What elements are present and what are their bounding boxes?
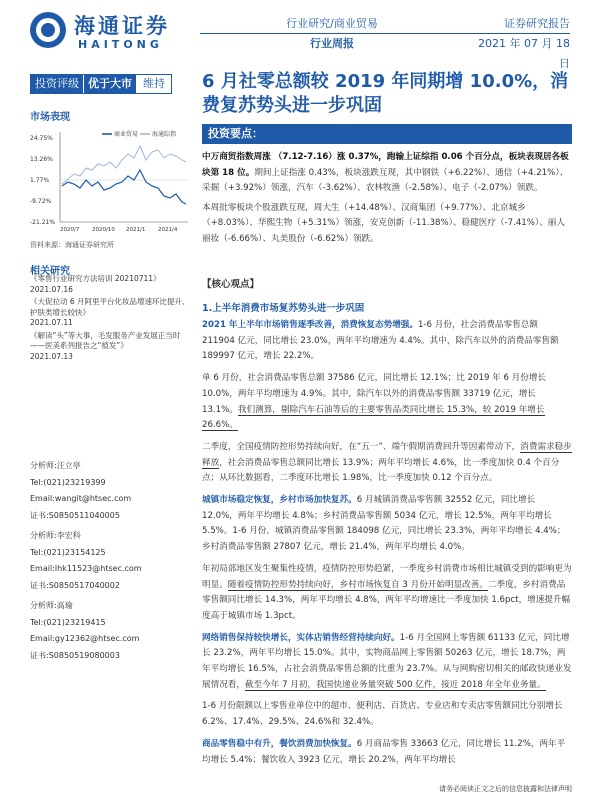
rating-trend: 维持 bbox=[137, 75, 171, 93]
y-left-tick-3: -9.72% bbox=[30, 198, 52, 205]
market-section-title: 市场表现 bbox=[30, 112, 70, 123]
report-date: 2021 年 07 月 18 日 bbox=[478, 37, 570, 70]
legend-label-sector: 商业贸易 bbox=[114, 131, 139, 138]
paragraph-text: 6 月城镇消费品零售额 32552 亿元，同比增长 12.0%，两年平均增长 4.8%；乡村消费品零售额 5034 亿元，增长 12.5%，两年平均增长 5.5%。1-6 月份，城镇消费品零售额 184098 亿元，同比增长 23.3%，两年平均增长 4.4%；乡村消费品零售额 27807 亿元，增长 21.4%，两年平均增长 4.0%。 bbox=[202, 495, 566, 553]
market-chart-svg bbox=[30, 124, 192, 234]
haitong-logo bbox=[30, 10, 180, 54]
analyst-cert: 证书:S0850511040005 bbox=[30, 510, 120, 520]
related-item-title: 《零售行业研究方法培训 20210711》 bbox=[30, 274, 161, 283]
analyst-cert: 证书:S0850519080003 bbox=[30, 650, 120, 660]
body-paragraph bbox=[202, 493, 572, 556]
paragraph-lead: 城镇市场稳定恢复，乡村市场加快复苏。 bbox=[202, 495, 357, 506]
analyst-email[interactable]: Email:wangit@htsec.com bbox=[30, 494, 132, 503]
investment-rating bbox=[30, 74, 172, 94]
paragraph-text: 1-6 月份，社会消费品零售总额 211904 亿元，同比增长 23.0%，两年平均增速为 4.4%。其中，除汽车以外的消费品零售额 189997 亿元，增长 22.2%。 bbox=[202, 320, 559, 362]
logo-english-name: HAITONG bbox=[78, 38, 163, 51]
report-type: 行业周报 bbox=[310, 37, 354, 50]
paragraph-text: 二季度，全国疫情防控形势持续向好，在“五一”、端午假期消费回升等因素带动下， bbox=[202, 441, 521, 452]
report-label: 证券研究报告 bbox=[504, 17, 570, 30]
paragraph-text: ，社会消费品零售总额同比增长 13.9%；两年平均增长 4.6%，比一季度加快 0.4 个百分点；从环比数据看，二季度环比增长 1.98%，比一季度加快 0.12 个百分点。 bbox=[202, 457, 560, 484]
logo-chinese-name: 海通证券 bbox=[74, 13, 170, 38]
body-paragraph bbox=[202, 737, 572, 768]
y-left-tick-4: -21.21% bbox=[30, 219, 56, 226]
body-paragraph bbox=[202, 562, 572, 625]
key-points-header: 投资要点： bbox=[202, 124, 572, 144]
legend-label-index: 海通综指 bbox=[152, 131, 177, 138]
paragraph-text: 1-6 月全国网上零售额 61133 亿元，同比增长 23.2%，两年平均增长 15.0%。其中，实物商品网上零售额 50263 亿元，增长 18.7%，两年平均增长 16.5%，占社会消费品零售总额的比重为 23.7%。从与网购密切相关的邮政快递业发展情况看， bbox=[202, 632, 572, 690]
report-category: 行业研究/商业贸易 bbox=[286, 17, 378, 30]
related-item[interactable] bbox=[30, 274, 190, 295]
related-item-title: 《解读“头”等大事，毛发服务产业发展正当时——医美系列报告之“植发”》 bbox=[30, 330, 181, 350]
body-paragraph bbox=[202, 371, 572, 434]
y-left-tick-1: 13.26% bbox=[30, 156, 53, 163]
key-point-paragraph: 本周批零板块个股涨跌互现，周大生（+14.48%）、汉商集团（+9.77%）、北京城乡（+8.03%）、华熙生物（+5.31%）领涨，安克创新（-11.38%）、稳健医疗（-7.41%）、丽人丽妆（-6.66%）、丸美股份（-6.62%）领跌。 bbox=[202, 202, 565, 244]
analyst-email[interactable]: Email:lhk11523@htsec.com bbox=[30, 564, 142, 573]
report-header bbox=[0, 0, 600, 70]
rating-value: 优于大市 bbox=[83, 75, 136, 93]
analyst-tel: Tel:(021)23219399 bbox=[30, 477, 106, 487]
paragraph-lead: 商品零售稳中有升，餐饮消费加快恢复。 bbox=[202, 738, 357, 749]
x-tick-0: 2020/7 bbox=[60, 227, 80, 233]
header-category-block bbox=[272, 14, 392, 54]
paragraph-text: 年初局部地区发生聚集性疫情，疫情防控形势趋紧，一季度乡村消费市场相比城镇受到的影响更为明显。 bbox=[202, 563, 572, 590]
analyst-card bbox=[30, 458, 190, 524]
related-research-list bbox=[30, 274, 190, 364]
analyst-cert: 证书:S0850517040002 bbox=[30, 580, 120, 590]
paragraph-underlined: 截至今年 7 月初，我国快递业务量突破 500 亿件，接近 2018 年全年业务量。 bbox=[244, 679, 546, 690]
related-item[interactable] bbox=[30, 331, 190, 363]
x-tick-2: 2021/1 bbox=[126, 227, 146, 233]
key-point-text: 期间上证指涨 0.43%，板块涨跌互现，其中钢铁（+6.22%）、通信（+4.21%）、采掘（+3.92%）领涨，汽车（-3.62%）、农林牧渔（-2.58%）、电子（-2.07%）领跌。 bbox=[202, 167, 569, 194]
core-body bbox=[202, 318, 572, 774]
key-point-paragraph bbox=[202, 150, 572, 197]
analyst-name: 分析师:李宏科 bbox=[30, 531, 81, 540]
x-tick-1: 2020/10 bbox=[92, 227, 115, 233]
analyst-card bbox=[30, 598, 190, 664]
related-item-title: 《大促拉动 6 月阿里平台化妆品增速环比提升、护肤类增长较快》 bbox=[30, 297, 190, 317]
series-line-index bbox=[62, 146, 186, 184]
body-paragraph: 1-6 月份限额以上零售业单位中的超市、便利店、百货店、专业店和专卖店零售额同比分别增长 6.2%、17.4%、29.5%、24.6%和 32.4%。 bbox=[202, 701, 563, 728]
paragraph-lead: 网络销售保持较快增长，实体店销售经营持续向好。 bbox=[202, 632, 400, 643]
paragraph-lead: 2021 年上半年市场销售逐季改善，消费恢复态势增强。 bbox=[202, 320, 418, 330]
core-views-label: 【核心观点】 bbox=[202, 279, 260, 290]
paragraph-underlined: 消费需求稳步释放 bbox=[202, 441, 572, 468]
x-tick-3: 2021/4 bbox=[158, 227, 178, 233]
rating-label: 投资评级 bbox=[31, 75, 83, 93]
paragraph-underlined: 我们测算，剔除汽车石油等后的主要零售品类同比增长 15.3%，较 2019 年增长 26.6%。 bbox=[202, 404, 545, 431]
paragraph-text: 二季度，乡村消费品零售额同比增长 14.3%，两年平均增长 4.8%，两年平均增速比一季度加快 1.6pct，增速提升幅度高于城镇市场 1.3pct。 bbox=[202, 579, 571, 621]
section-subtitle: 1.上半年消费市场复苏势头进一步巩固 bbox=[202, 303, 365, 314]
body-paragraph bbox=[202, 631, 572, 694]
analyst-card bbox=[30, 528, 190, 594]
analyst-name: 分析师:高瑜 bbox=[30, 601, 73, 610]
paragraph-text: 单 6 月份，社会消费品零售总额 37586 亿元，同比增长 12.1%；比 2019 年 6 月份增长 10.0%，两年平均增速为 4.9%。其中，除汽车以外的消费品零售额 33719 亿元，增长 13.1%。 bbox=[202, 373, 547, 415]
market-chart bbox=[30, 124, 192, 234]
chart-source: 资料来源：海通证券研究所 bbox=[30, 241, 114, 249]
analyst-tel: Tel:(021)23219415 bbox=[30, 617, 106, 627]
analyst-tel: Tel:(021)23154125 bbox=[30, 547, 106, 557]
related-item-date: 2021.07.16 bbox=[30, 284, 73, 294]
key-points-body bbox=[202, 150, 572, 252]
related-item-date: 2021.07.11 bbox=[30, 318, 73, 327]
analyst-email[interactable]: Email:gy12362@htsec.com bbox=[30, 634, 140, 643]
analyst-list bbox=[30, 458, 190, 668]
disclaimer-footer: 请务必阅读正文之后的信息披露和法律声明 bbox=[439, 785, 572, 793]
y-left-tick-2: 1.77% bbox=[30, 177, 50, 184]
related-item-date: 2021.07.13 bbox=[30, 351, 73, 361]
body-paragraph bbox=[202, 440, 572, 487]
haitong-logo-icon bbox=[30, 12, 66, 48]
related-section-title: 相关研究 bbox=[30, 266, 70, 277]
analyst-name: 分析师:汪立亭 bbox=[30, 461, 81, 470]
y-left-tick-0: 24.75% bbox=[30, 135, 53, 142]
key-point-lead: 中万商贸指数周涨 （7.12-7.16）涨 0.37%，跑输上证综指 0.06 个百分点，板块表现居各板块第 18 位。 bbox=[202, 152, 569, 178]
report-title: 6 月社零总额较 2019 年同期增 10.0%，消费复苏势头进一步巩固 bbox=[202, 71, 569, 116]
paragraph-underlined: 随着疫情防控形势持续向好，乡村市场恢复自 3 月份开始明显改善。 bbox=[227, 579, 488, 590]
related-item[interactable] bbox=[30, 297, 190, 329]
header-right-block bbox=[470, 14, 570, 74]
body-paragraph bbox=[202, 318, 572, 365]
paragraph-text: 6 月商品零售 33663 亿元，同比增长 11.2%，两年平均增长 5.4%；餐饮收入 3923 亿元，增长 20.2%，两年平均增长 bbox=[202, 738, 566, 765]
